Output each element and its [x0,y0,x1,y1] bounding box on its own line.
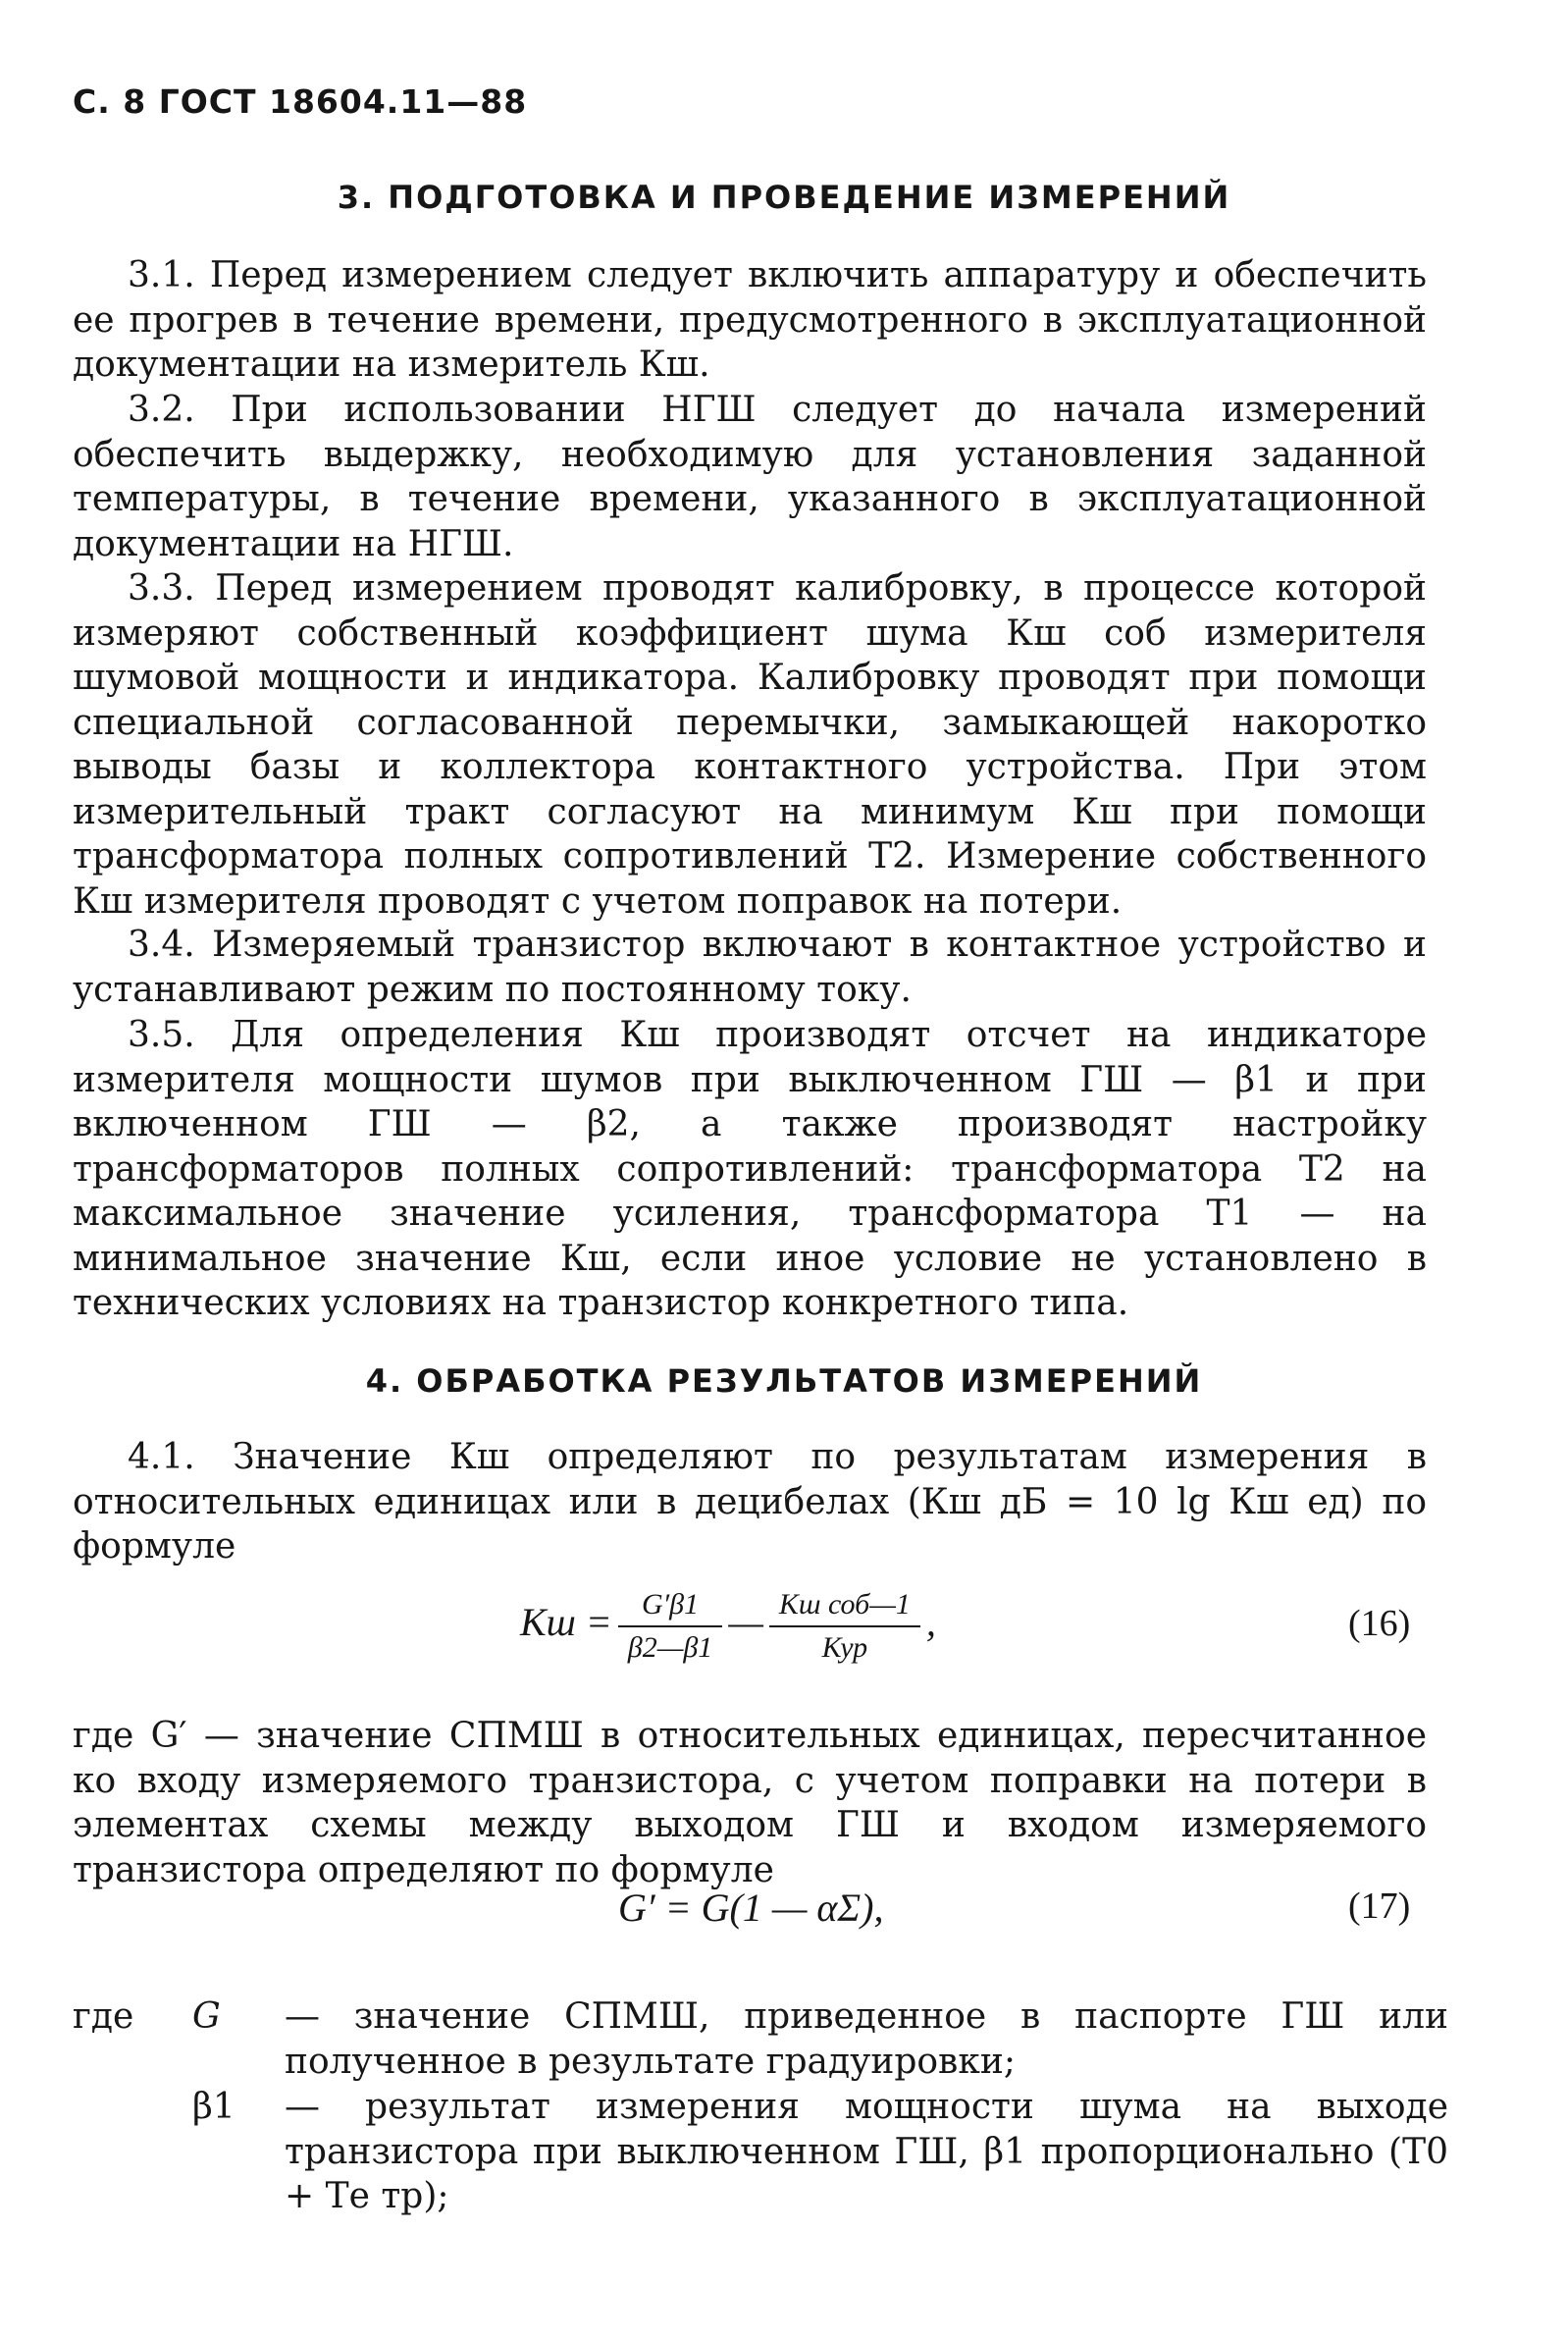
definition-g [192,1994,1448,2085]
paragraph-3-2 [73,388,1427,566]
formula-16-denominator-2: Кур [821,1631,868,1664]
section-4-title: 4. ОБРАБОТКА РЕЗУЛЬТАТОВ ИЗМЕРЕНИЙ [365,1362,1203,1400]
formula-16-fraction-2 [769,1588,920,1665]
formula-16-numerator-1: G′β1 [618,1588,723,1627]
formula-16-minus: — [728,1600,763,1645]
paragraph-3-1-text: 3.1. Перед измерением следует включить аппаратуру и обеспечить ее прогрев в течение времени, предусмотренного в эксплуатационной документации на измеритель Кш. [73,255,1427,385]
formula-17-number: (17) [1348,1886,1411,1927]
paragraph-4-1 [73,1435,1427,1569]
paragraph-3-1 [73,253,1427,388]
definition-g-text: — значение СПМШ, приведенное в паспорте ГШ или полученное в результате градуировки; [285,1996,1448,2082]
definition-g-symbol: G [192,1996,221,2037]
formula-16-fraction-1 [618,1588,723,1665]
formula-17: G′ = G(1 — αΣ), [618,1886,884,1930]
paragraph-3-4 [73,923,1427,1012]
definition-beta1-text: — результат измерения мощности шума на выходе транзистора при выключенном ГШ, β1 пропорционально (Т0 + Те тр); [285,2087,1448,2216]
section-3-title: 3. ПОДГОТОВКА И ПРОВЕДЕНИЕ ИЗМЕРЕНИЙ [337,179,1231,216]
paragraph-4-1-text: 4.1. Значение Кш определяют по результатам измерения в относительных единицах или в децибелах (Кш дБ = 10 lg Кш ед) по формуле [73,1437,1427,1567]
where-label: где [73,1996,134,2037]
formula-16-tail: , [925,1600,936,1645]
formula-16-numerator-2: Кш соб—1 [769,1588,920,1627]
formula-16 [520,1588,936,1665]
paragraph-3-3 [73,566,1427,924]
formula-16-number: (16) [1348,1603,1411,1644]
paragraph-3-4-text: 3.4. Измеряемый транзистор включают в контактное устройство и устанавливают режим по постоянному току. [73,925,1427,1010]
formula-16-denominator-1: β2—β1 [627,1631,713,1664]
paragraph-3-2-text: 3.2. При использовании НГШ следует до начала измерений обеспечить выдержку, необходимую для установления заданной температуры, в течение времени, указанного в эксплуатационной документации на НГШ. [73,390,1427,564]
paragraph-3-5 [73,1013,1427,1326]
paragraph-3-5-text: 3.5. Для определения Кш производят отсчет на индикаторе измерителя мощности шумов при выключенном ГШ — β1 и при включенном ГШ — β2, а также производят настройку трансформаторов полных сопротивлений: трансформатора Т2 на максимальное значение усиления, трансформатора Т1 — на минимальное значение Кш, если иное условие не установлено в технических условиях на транзистор конкретного типа. [73,1015,1427,1323]
formula-16-lhs: Кш = [520,1600,612,1645]
definition-beta1-symbol: β1 [192,2087,235,2127]
paragraph-where-g-text: где G′ — значение СПМШ в относительных единицах, пересчитанное ко входу измеряемого транзистора, с учетом поправки на потери в элементах схемы между выходом ГШ и входом измеряемого транзистора определяют по формуле [73,1716,1427,1890]
page-header: С. 8 ГОСТ 18604.11—88 [73,82,528,121]
definition-beta1 [192,2085,1448,2222]
paragraph-where-g [73,1714,1427,1892]
paragraph-3-3-text: 3.3. Перед измерением проводят калибровку, в процессе которой измеряют собственный коэффициент шума Кш соб измерителя шумовой мощности и индикатора. Калибровку проводят при помощи специальной согласованной перемычки, замыкающей накоротко выводы базы и коллектора контактного устройства. При этом измерительный тракт согласуют на минимум Кш при помощи трансформатора полных сопротивлений Т2. Измерение собственного Кш измерителя проводят с учетом поправок на потери. [73,568,1427,922]
